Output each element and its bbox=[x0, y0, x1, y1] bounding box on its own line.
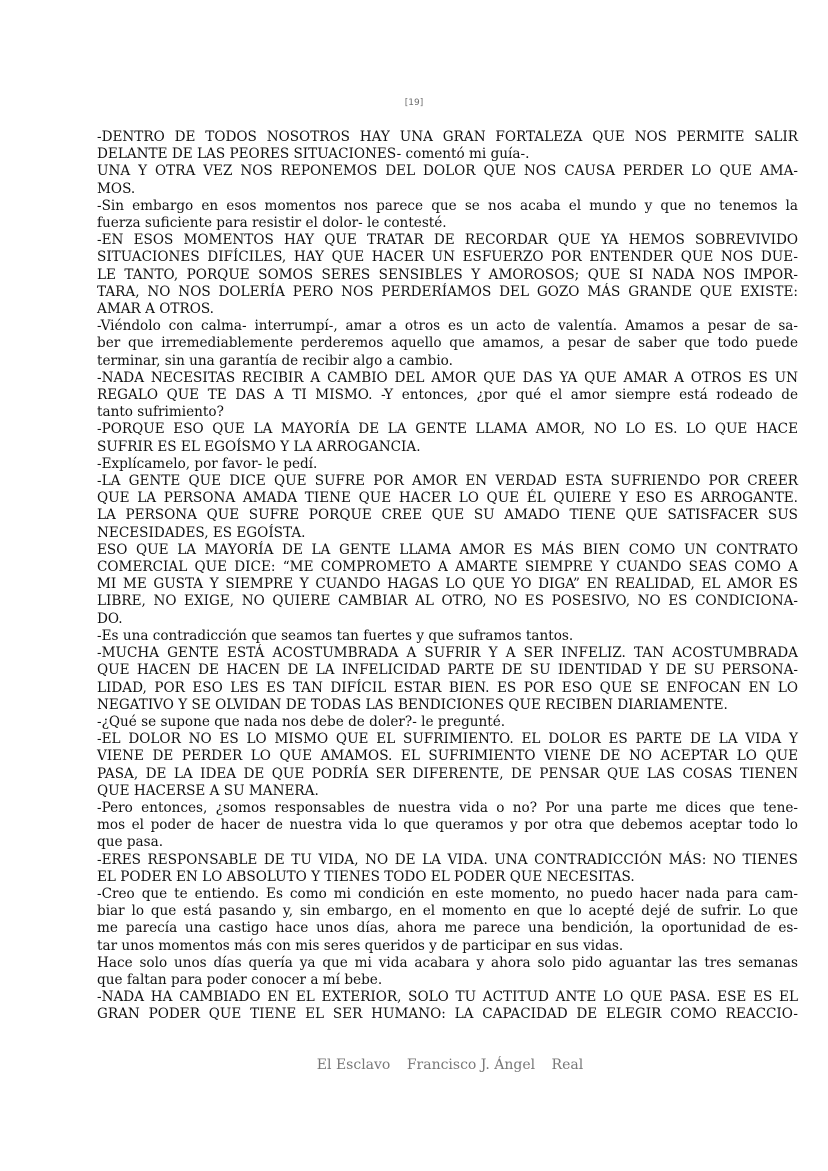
body-text bbox=[97, 129, 798, 1024]
text-line: -NADA HA CAMBIADO EN EL EXTERIOR, SOLO TU ACTITUD ANTE LO QUE PASA. ESE ES EL bbox=[97, 989, 798, 1006]
text-line: -NADA NECESITAS RECIBIR A CAMBIO DEL AMOR QUE DAS YA QUE AMAR A OTROS ES UN bbox=[97, 369, 798, 386]
text-line: DO. bbox=[97, 610, 123, 627]
text-line: -EN ESOS MOMENTOS HAY QUE TRATAR DE RECORDAR QUE YA HEMOS SOBREVIVIDO bbox=[97, 232, 798, 249]
text-line: -Sin embargo en esos momentos nos parece que se nos acaba el mundo y que no tenemos la bbox=[97, 197, 798, 214]
text-line: -EL DOLOR NO ES LO MISMO QUE EL SUFRIMIENTO. EL DOLOR ES PARTE DE LA VIDA Y bbox=[97, 731, 798, 748]
text-line: -Viéndolo con calma- interrumpí-, amar a otros es un acto de valentía. Amamos a pesar de sa- bbox=[97, 318, 798, 335]
footer-book-title: El Esclavo bbox=[316, 1057, 391, 1073]
text-line: -LA GENTE QUE DICE QUE SUFRE POR AMOR EN VERDAD ESTA SUFRIENDO POR CREER bbox=[97, 473, 798, 490]
text-line: QUE HACEN DE HACEN DE LA INFELICIDAD PARTE DE SU IDENTIDAD Y DE SU PERSONA- bbox=[97, 662, 798, 679]
text-line: tar unos momentos más con mis seres queridos y de participar en sus vidas. bbox=[97, 937, 624, 954]
text-line: GRAN PODER QUE TIENE EL SER HUMANO: LA CAPACIDAD DE ELEGIR COMO REACCIO- bbox=[97, 1006, 798, 1023]
text-line: UNA Y OTRA VEZ NOS REPONEMOS DEL DOLOR QUE NOS CAUSA PERDER LO QUE AMA- bbox=[97, 163, 798, 180]
text-line: DELANTE DE LAS PEORES SITUACIONES- comentó mi guía-. bbox=[97, 146, 530, 163]
text-line: NEGATIVO Y SE OLVIDAN DE TODAS LAS BENDICIONES QUE RECIBEN DIARIAMENTE. bbox=[97, 696, 728, 713]
text-line: tanto sufrimiento? bbox=[97, 404, 224, 421]
page-footer bbox=[0, 1057, 828, 1073]
text-line: SITUACIONES DIFÍCILES, HAY QUE HACER UN ESFUERZO POR ENTENDER QUE NOS DUE- bbox=[97, 249, 798, 266]
text-line: LA PERSONA QUE SUFRE PORQUE CREE QUE SU AMADO TIENE QUE SATISFACER SUS bbox=[97, 507, 798, 524]
text-line: -¿Qué se supone que nada nos debe de doler?- le pregunté. bbox=[97, 713, 506, 730]
text-line: VIENE DE PERDER LO QUE AMAMOS. EL SUFRIMIENTO VIENE DE NO ACEPTAR LO QUE bbox=[97, 748, 798, 765]
text-line: AMAR A OTROS. bbox=[97, 301, 214, 318]
text-line: QUE HACERSE A SU MANERA. bbox=[97, 782, 319, 799]
text-line: biar lo que está pasando y, sin embargo, en el momento en que lo acepté dejé de sufrir. Lo que bbox=[97, 903, 798, 920]
text-line: terminar, sin una garantía de recibir algo a cambio. bbox=[97, 352, 453, 369]
footer-author-last-name: Real bbox=[551, 1057, 584, 1073]
text-line: -ERES RESPONSABLE DE TU VIDA, NO DE LA VIDA. UNA CONTRADICCIÓN MÁS: NO TIENES bbox=[97, 851, 798, 868]
text-line: ber que irremediablemente perderemos aquello que amamos, a pesar de saber que todo puede bbox=[97, 335, 798, 352]
text-line: -PORQUE ESO QUE LA MAYORÍA DE LA GENTE LLAMA AMOR, NO LO ES. LO QUE HACE bbox=[97, 421, 798, 438]
text-line: -MUCHA GENTE ESTÁ ACOSTUMBRADA A SUFRIR Y A SER INFELIZ. TAN ACOSTUMBRADA bbox=[97, 645, 798, 662]
text-line: mos el poder de hacer de nuestra vida lo que queramos y por otra que debemos aceptar todo lo bbox=[97, 817, 798, 834]
text-line: fuerza suficiente para resistir el dolor- le contesté. bbox=[97, 215, 447, 232]
text-line: REGALO QUE TE DAS A TI MISMO. -Y entonces, ¿por qué el amor siempre está rodeado de bbox=[97, 387, 798, 404]
page-number: [19] bbox=[404, 98, 424, 108]
text-line: TARA, NO NOS DOLERÍA PERO NOS PERDERÍAMOS DEL GOZO MÁS GRANDE QUE EXISTE: bbox=[97, 283, 798, 300]
text-line: NECESIDADES, ES EGOÍSTA. bbox=[97, 524, 306, 541]
text-line: COMERCIAL QUE DICE: “ME COMPROMETO A AMARTE SIEMPRE Y CUANDO SEAS COMO A bbox=[97, 559, 798, 576]
text-line: -Creo que te entiendo. Es como mi condición en este momento, no puedo hacer nada para cam- bbox=[97, 885, 798, 902]
text-line: LE TANTO, PORQUE SOMOS SERES SENSIBLES Y AMOROSOS; QUE SI NADA NOS IMPOR- bbox=[97, 266, 798, 283]
text-line: me parecía una castigo hace unos días, ahora me parece una bendición, la oportunidad de es- bbox=[97, 920, 798, 937]
text-line: -Es una contradicción que seamos tan fuertes y que suframos tantos. bbox=[97, 627, 574, 644]
text-line: -Pero entonces, ¿somos responsables de nuestra vida o no? Por una parte me dices que tene- bbox=[97, 799, 798, 816]
text-line: Hace solo unos días quería ya que mi vida acabara y ahora solo pido aguantar las tres semanas bbox=[97, 954, 798, 971]
text-line: MOS. bbox=[97, 180, 136, 197]
text-line: SUFRIR ES EL EGOÍSMO Y LA ARROGANCIA. bbox=[97, 438, 421, 455]
text-line: -DENTRO DE TODOS NOSOTROS HAY UNA GRAN FORTALEZA QUE NOS PERMITE SALIR bbox=[97, 129, 798, 145]
text-line: EL PODER EN LO ABSOLUTO Y TIENES TODO EL PODER QUE NECESITAS. bbox=[97, 868, 635, 885]
footer-author: Francisco J. Ángel bbox=[406, 1057, 536, 1073]
text-line: que faltan para poder conocer a mí bebe. bbox=[97, 971, 383, 988]
text-line: QUE LA PERSONA AMADA TIENE QUE HACER LO QUE ÉL QUIERE Y ESO ES ARROGANTE. bbox=[97, 490, 798, 507]
text-line: PASA, DE LA IDEA DE QUE PODRÍA SER DIFERENTE, DE PENSAR QUE LAS COSAS TIENEN bbox=[97, 765, 798, 782]
text-line: LIBRE, NO EXIGE, NO QUIERE CAMBIAR AL OTRO, NO ES POSESIVO, NO ES CONDICIONA- bbox=[97, 593, 798, 610]
text-line: ESO QUE LA MAYORÍA DE LA GENTE LLAMA AMOR ES MÁS BIEN COMO UN CONTRATO bbox=[97, 541, 798, 558]
text-line: LIDAD, POR ESO LES ES TAN DIFÍCIL ESTAR BIEN. ES POR ESO QUE SE ENFOCAN EN LO bbox=[97, 679, 798, 696]
text-line: MI ME GUSTA Y SIEMPRE Y CUANDO HAGAS LO QUE YO DIGA” EN REALIDAD, EL AMOR ES bbox=[97, 576, 798, 593]
text-line: que pasa. bbox=[97, 834, 164, 851]
text-line: -Explícamelo, por favor- le pedí. bbox=[97, 455, 318, 472]
